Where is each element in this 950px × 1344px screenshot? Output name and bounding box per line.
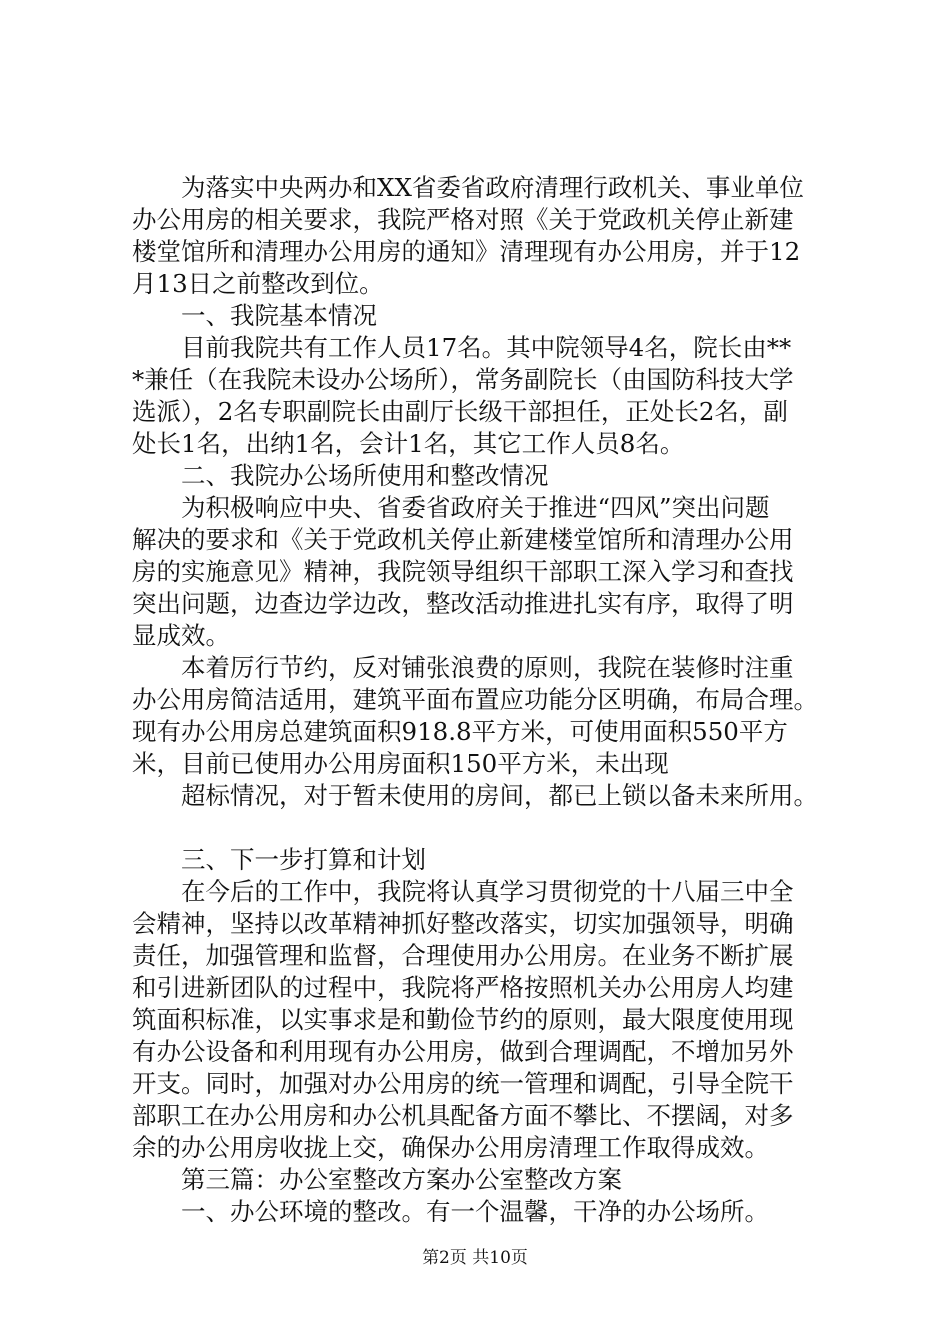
text-line: 为积极响应中央、省委省政府关于推进“四风”突出问题 <box>181 493 770 522</box>
text-line: 为落实中央两办和XX省委省政府清理行政机关、事业单位 <box>181 173 804 202</box>
text-line: 月13日之前整改到位。 <box>132 269 384 298</box>
text-line: 解决的要求和《关于党政机关停止新建楼堂馆所和清理办公用 <box>132 525 794 554</box>
page-footer: 第2页 共10页 <box>422 1248 528 1268</box>
text-line: 责任，加强管理和监督，合理使用办公用房。在业务不断扩展 <box>132 941 794 970</box>
text-line: 在今后的工作中，我院将认真学习贯彻党的十八届三中全 <box>181 877 794 906</box>
text-line: 超标情况，对于暂未使用的房间，都已上锁以备未来所用。 <box>181 781 818 810</box>
text-line: 办公用房的相关要求，我院严格对照《关于党政机关停止新建 <box>132 205 794 234</box>
text-line: 筑面积标准，以实事求是和勤俭节约的原则，最大限度使用现 <box>132 1005 794 1034</box>
text-line: 楼堂馆所和清理办公用房的通知》清理现有办公用房，并于12 <box>132 237 801 266</box>
section-heading: 二、我院办公场所使用和整改情况 <box>181 461 549 490</box>
text-line: 现有办公用房总建筑面积918.8平方米，可使用面积550平方 <box>132 717 788 746</box>
text-line: *兼任（在我院未设办公场所），常务副院长（由国防科技大学 <box>132 365 794 394</box>
text-line: 本着厉行节约，反对铺张浪费的原则，我院在装修时注重 <box>181 653 794 682</box>
section-heading: 第三篇：办公室整改方案办公室整改方案 <box>181 1165 622 1194</box>
text-line: 显成效。 <box>132 621 230 650</box>
section-heading: 一、我院基本情况 <box>181 301 377 330</box>
text-line: 选派），2名专职副院长由副厅长级干部担任，正处长2名，副 <box>132 397 788 426</box>
text-line: 部职工在办公用房和办公机具配备方面不攀比、不摆阔，对多 <box>132 1101 794 1130</box>
text-line: 有办公设备和利用现有办公用房，做到合理调配，不增加另外 <box>132 1037 794 1066</box>
text-line: 余的办公用房收拢上交，确保办公用房清理工作取得成效。 <box>132 1133 769 1162</box>
text-line: 米，目前已使用办公用房面积150平方米，未出现 <box>132 749 669 778</box>
text-line: 和引进新团队的过程中，我院将严格按照机关办公用房人均建 <box>132 973 794 1002</box>
text-line: 开支。同时，加强对办公用房的统一管理和调配，引导全院干 <box>132 1069 794 1098</box>
section-heading: 三、下一步打算和计划 <box>181 845 426 874</box>
text-line: 房的实施意见》精神，我院领导组织干部职工深入学习和查找 <box>132 557 794 586</box>
text-line: 会精神，坚持以改革精神抓好整改落实，切实加强领导，明确 <box>132 909 794 938</box>
text-line: 处长1名，出纳1名，会计1名，其它工作人员8名。 <box>132 429 685 458</box>
text-line: 突出问题，边查边学边改，整改活动推进扎实有序，取得了明 <box>132 589 794 618</box>
text-line: 目前我院共有工作人员17名。其中院领导4名，院长由** <box>181 333 792 362</box>
text-line: 办公用房简洁适用，建筑平面布置应功能分区明确，布局合理。 <box>132 685 818 714</box>
text-line: 一、办公环境的整改。有一个温馨，干净的办公场所。 <box>181 1197 769 1226</box>
